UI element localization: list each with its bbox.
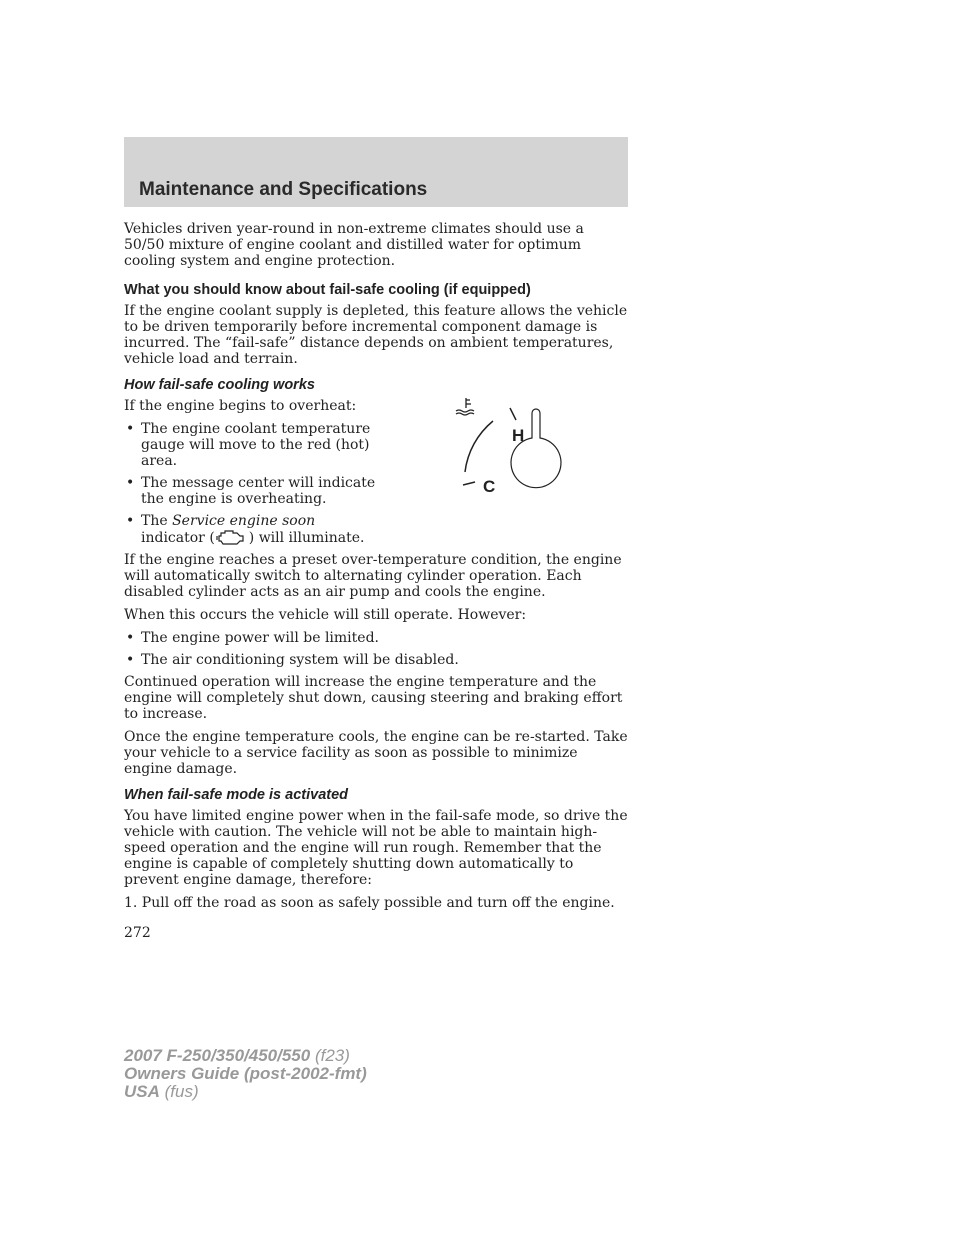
- list-item: • The Service engine soon indicator ( ) will illuminate.: [124, 513, 377, 546]
- cold-tick: [463, 482, 475, 485]
- how-it-works-heading: How fail-safe cooling works: [124, 377, 315, 393]
- overheat-block: [124, 398, 628, 546]
- temperature-gauge-illustration: [454, 398, 564, 508]
- list-item: • The air conditioning system will be disabled.: [124, 652, 628, 668]
- list-item: • The message center will indicate the engine is overheating.: [124, 475, 377, 507]
- hot-tick: [510, 408, 516, 420]
- check-engine-icon: [215, 529, 249, 545]
- limits-bullets: [124, 630, 628, 668]
- continued-operation-paragraph: Continued operation will increase the engine temperature and the engine will completely shut down, causing steering and braking effort to increase.: [124, 674, 623, 722]
- page-content: [124, 221, 628, 918]
- gauge-arc: [465, 421, 493, 472]
- intro-paragraph: Vehicles driven year-round in non-extreme climates should use a 50/50 mixture of engine coolant and distilled water for optimum cooling system and engine protection.: [124, 221, 584, 269]
- list-item: • The engine coolant temperature gauge will move to the red (hot) area.: [124, 421, 377, 469]
- list-item: • The engine power will be limited.: [124, 630, 628, 646]
- gauge-bulb: [511, 409, 561, 488]
- hot-label: H: [512, 426, 525, 445]
- page-number: 272: [124, 925, 151, 941]
- service-engine-soon-text: Service engine soon: [172, 513, 316, 529]
- cold-label: C: [483, 477, 496, 496]
- document-footer: 2007 F-250/350/450/550 (f23) Owners Guide (post-2002-fmt) USA (fus): [124, 1046, 367, 1101]
- overheat-lead: If the engine begins to overheat:: [124, 398, 357, 414]
- failsafe-activated-heading: When fail-safe mode is activated: [124, 787, 349, 803]
- overtemp-paragraph: If the engine reaches a preset over-temperature condition, the engine will automatically switch to alternating cylinder operation. Each disabled cylinder acts as an air pump and cools the engine.: [124, 552, 622, 600]
- section-title: Maintenance and Specifications: [139, 179, 428, 200]
- coolant-temperature-icon: [456, 398, 474, 415]
- failsafe-paragraph: If the engine coolant supply is depleted, this feature allows the vehicle to be driven temporarily before incremental component damage is incurred. The “fail-safe” distance depends on ambient temperatures, vehicle load and terrain.: [124, 303, 628, 367]
- still-operate-paragraph: When this occurs the vehicle will still operate. However:: [124, 607, 527, 623]
- section-header-band: [124, 137, 628, 207]
- step-1: 1. Pull off the road as soon as safely possible and turn off the engine.: [124, 895, 615, 911]
- failsafe-activated-paragraph: You have limited engine power when in the fail-safe mode, so drive the vehicle with caution. The vehicle will not be able to maintain high-speed operation and the engine will run rough. Remember that the engine is capable of completely shutting down automatically to prevent engine damage, therefore:: [124, 808, 628, 888]
- failsafe-heading: What you should know about fail-safe cooling (if equipped): [124, 282, 531, 298]
- restart-paragraph: Once the engine temperature cools, the engine can be re-started. Take your vehicle to a service facility as soon as possible to minimize engine damage.: [124, 729, 628, 777]
